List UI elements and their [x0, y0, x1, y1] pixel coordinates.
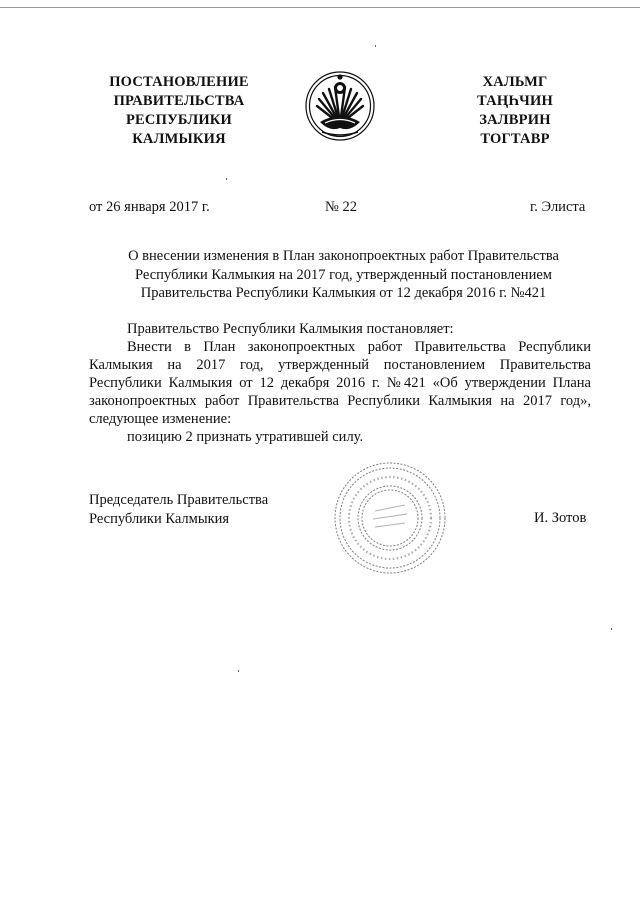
- coat-of-arms-icon: [303, 66, 377, 146]
- scan-speck: [238, 670, 239, 672]
- header-right-line: ТОГТАВР: [480, 131, 550, 147]
- document-body: [89, 320, 591, 446]
- document-subject: [96, 247, 591, 303]
- body-paragraph: Внести в План законопроектных работ Правительства Республики Калмыкия на 2017 год, утвержденный постановлением Правительства Республики Калмыкия от 12 декабря 2016 г. №421 «Об утверждении Плана законопроектных работ Правительства Республики Калмыкия на 2017 год», следующее изменение:: [89, 339, 591, 427]
- signatory-title: [89, 491, 268, 528]
- header-right-line: ТАҢҺЧИН: [477, 93, 553, 109]
- scan-speck: [226, 178, 227, 180]
- signatory-name: И. Зотов: [534, 510, 587, 526]
- official-stamp-icon: [331, 459, 449, 577]
- subject-line: Республики Калмыкия на 2017 год, утвержденный постановлением: [135, 266, 552, 283]
- top-border-line: [0, 7, 640, 8]
- body-intro: Правительство Республики Калмыкия постановляет:: [127, 321, 454, 337]
- subject-line: О внесении изменения в План законопроектных работ Правительства: [128, 248, 559, 264]
- signatory-title-line: Председатель Правительства: [89, 492, 269, 508]
- scan-speck: [611, 628, 612, 630]
- body-item: позицию 2 признать утратившей силу.: [127, 429, 364, 445]
- header-left-line: ПРАВИТЕЛЬСТВА: [113, 93, 245, 109]
- header-right-line: ЗАЛВРИН: [479, 112, 551, 128]
- header-right-title: [455, 73, 575, 149]
- document-date: от 26 января 2017 г.: [89, 199, 210, 215]
- scan-speck: [375, 45, 376, 47]
- document-city: г. Элиста: [530, 199, 586, 215]
- document-number: № 22: [325, 199, 357, 215]
- header-left-line: РЕСПУБЛИКИ: [125, 112, 233, 128]
- subject-line: Правительства Республики Калмыкия от 12 декабря 2016 г. №421: [140, 285, 547, 301]
- signatory-title-line: Республики Калмыкия: [89, 510, 230, 527]
- header-left-line: ПОСТАНОВЛЕНИЕ: [109, 74, 249, 90]
- header-left-title: [100, 73, 258, 149]
- header-right-line: ХАЛЬМГ: [482, 74, 548, 90]
- header-left-line: КАЛМЫКИЯ: [132, 131, 226, 147]
